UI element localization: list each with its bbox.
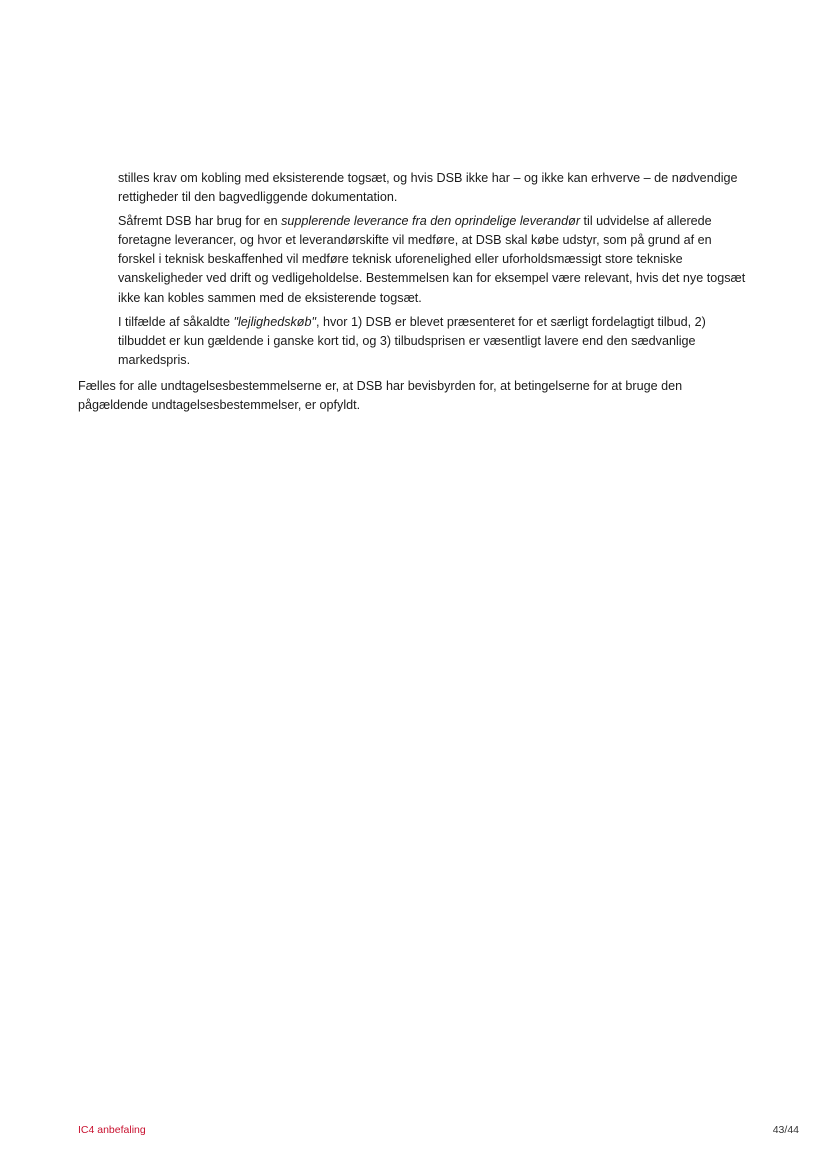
- paragraph-text: I tilfælde af såkaldte: [118, 314, 234, 329]
- paragraph-occasional-purchase: [118, 313, 752, 370]
- closing-paragraph: Fælles for alle undtagelsesbestemmelserne er, at DSB har bevisbyrden for, at betingelserne for at bruge den pågældende undtagelsesbestemmelser, er opfyldt.: [78, 379, 683, 413]
- footer-document-title: IC4 anbefaling: [78, 1124, 146, 1136]
- paragraph-text: Såfremt DSB har brug for en: [118, 214, 282, 229]
- paragraph-supplementary-delivery: [118, 212, 752, 307]
- paragraph-continuation: stilles krav om kobling med eksisterende togsæt, og hvis DSB ikke har – og ikke kan erhverve – de nødvendige rettigheder til den bagvedliggende dokumentation.: [118, 171, 738, 205]
- indented-section: [118, 169, 752, 370]
- emphasis-text: "lejlighedskøb": [233, 314, 316, 329]
- paragraph-text: , hvor 1) DSB er blevet præsenteret for et særligt fordelagtigt tilbud, 2) tilbuddet er kun gældende i ganske kort tid, og 3) tilbudsprisen er væsentligt lavere end den sædvanlige markedspris.: [118, 314, 706, 367]
- footer-page-number: 43/44: [772, 1124, 799, 1136]
- paragraph-text: til udvidelse af allerede foretagne leverancer, og hvor et leverandørskifte vil medføre, at DSB skal købe udstyr, som på grund af en forskel i teknisk beskaffenhed vil medføre teknisk uforenelighed eller uforholdsmæssigt store tekniske vanskeligheder ved drift og vedligeholdelse. Bestemmelsen kan for eksempel være relevant, hvis det nye togsæt ikke kan kobles sammen med de eksisterende togsæt.: [118, 214, 746, 305]
- emphasis-text: supplerende leverance fra den oprindelige leverandør: [281, 214, 581, 229]
